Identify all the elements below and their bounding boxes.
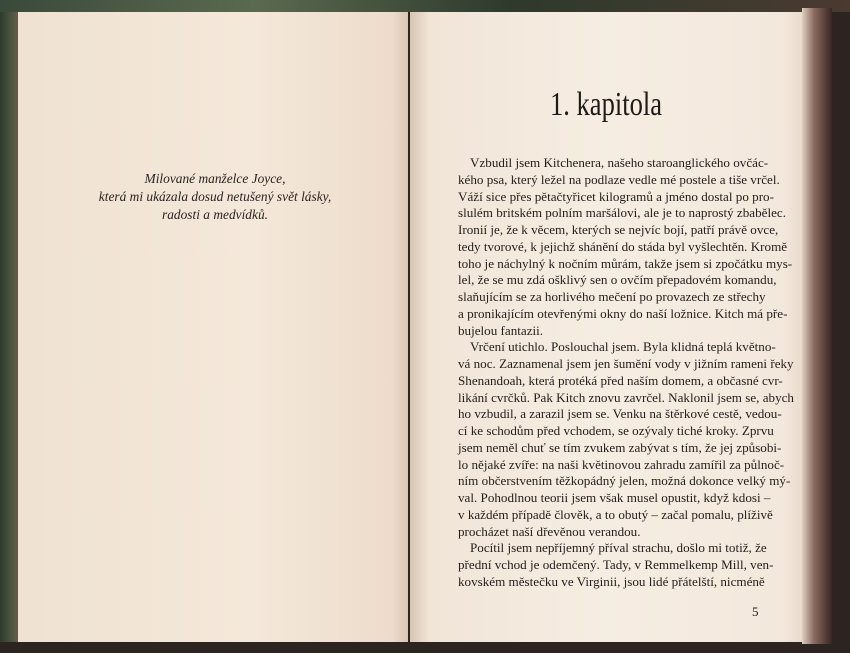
book-top-edge (0, 0, 850, 12)
text-line: ho vzbudil, a zarazil jsem se. Venku na štěrkové cestě, vedou- (458, 406, 782, 422)
left-page (18, 12, 408, 642)
text-line: procházet naší dřevěnou verandou. (458, 523, 641, 539)
text-line: toho je náchylný k nočním můrám, takže jsem si zpočátku mys- (458, 255, 793, 271)
dedication-line: Milované manželce Joyce, (144, 171, 286, 186)
text-line: lo nějaké zvíře: na naši květinovou zahradu zamířil za půlnoč- (458, 456, 785, 472)
text-line: Pocítil jsem nepříjemný příval strachu, došlo mi totiž, že (470, 540, 767, 556)
text-line: tedy tvorové, k jejichž shánění do stáda byl vyšlechtěn. Kromě (458, 238, 788, 254)
dedication-line: radosti a medvídků. (162, 207, 268, 222)
text-line: kého psa, který ležel na podlaze vedle mé postele a tiše vrčel. (458, 171, 780, 187)
text-line: likání cvrčků. Pak Kitch znovu zavrčel. Naklonil jsem se, abych (458, 389, 794, 405)
page-number: 5 (752, 604, 759, 619)
text-line: val. Pohodlnou teorii jsem však musel opustit, když kdosi – (458, 490, 771, 505)
dedication-line: která mi ukázala dosud netušený svět lásky, (98, 189, 332, 204)
text-line: slaňujícím se za horlivého mečení po provazech ze střechy (458, 289, 766, 304)
paragraph (458, 339, 794, 540)
text-line: Vrčení utichlo. Poslouchal jsem. Byla klidná teplá květno- (470, 339, 776, 355)
chapter-body (458, 155, 794, 591)
text-line: lel, že se mu zdá ošklivý sen o ovčím přepadovém komandu, (458, 272, 777, 288)
text-line: Váží sice přes pětačtyřicet kilogramů a jméno dostal po pro- (458, 188, 774, 204)
paragraph (458, 155, 793, 339)
text-line: cí ke schodům před vchodem, se ozývaly tiché kroky. Zprvu (458, 423, 774, 438)
book-cover-edge (0, 12, 18, 642)
text-line: bujelou fantazii. (458, 322, 544, 338)
text-line: a pronikajícím otevřenými okny do naší ložnice. Kitch má pře- (458, 305, 788, 321)
text-line: Vzbudil jsem Kitchenera, našeho staroanglického ovčác- (470, 155, 769, 170)
chapter-title: 1. kapitola (550, 86, 662, 123)
text-line: Shenandoah, která protéká před naším domem, a občasné cvr- (458, 372, 783, 388)
dedication (20, 170, 410, 224)
text-line: ním občerstvením těžkopádný jelen, možná dokonce velký mý- (458, 473, 791, 489)
paragraph (458, 540, 774, 590)
text-line: v každém případě člověk, a to obutý – začal pomalu, plíživě (458, 506, 773, 522)
text-line: vá noc. Zaznamenal jsem jen šumění vody v jižním rameni řeky (458, 356, 794, 371)
text-line: slulém britském polním maršálovi, ale je to naprostý zbabělec. (458, 205, 786, 221)
text-line: kovském městečku ve Virginii, jsou lidé přátelští, nicméně (458, 573, 765, 589)
text-line: jsem neměl chuť se tím zvukem zabývat s tím, že jej způsobi- (458, 439, 782, 455)
text-line: přední vchod je odemčený. Tady, v Remmelkemp Mill, ven- (458, 557, 774, 572)
page-edge-shadow (802, 8, 832, 644)
text-line: Ironií je, že k věcem, kterých se nejvíc bojí, patří právě ovce, (458, 222, 779, 237)
